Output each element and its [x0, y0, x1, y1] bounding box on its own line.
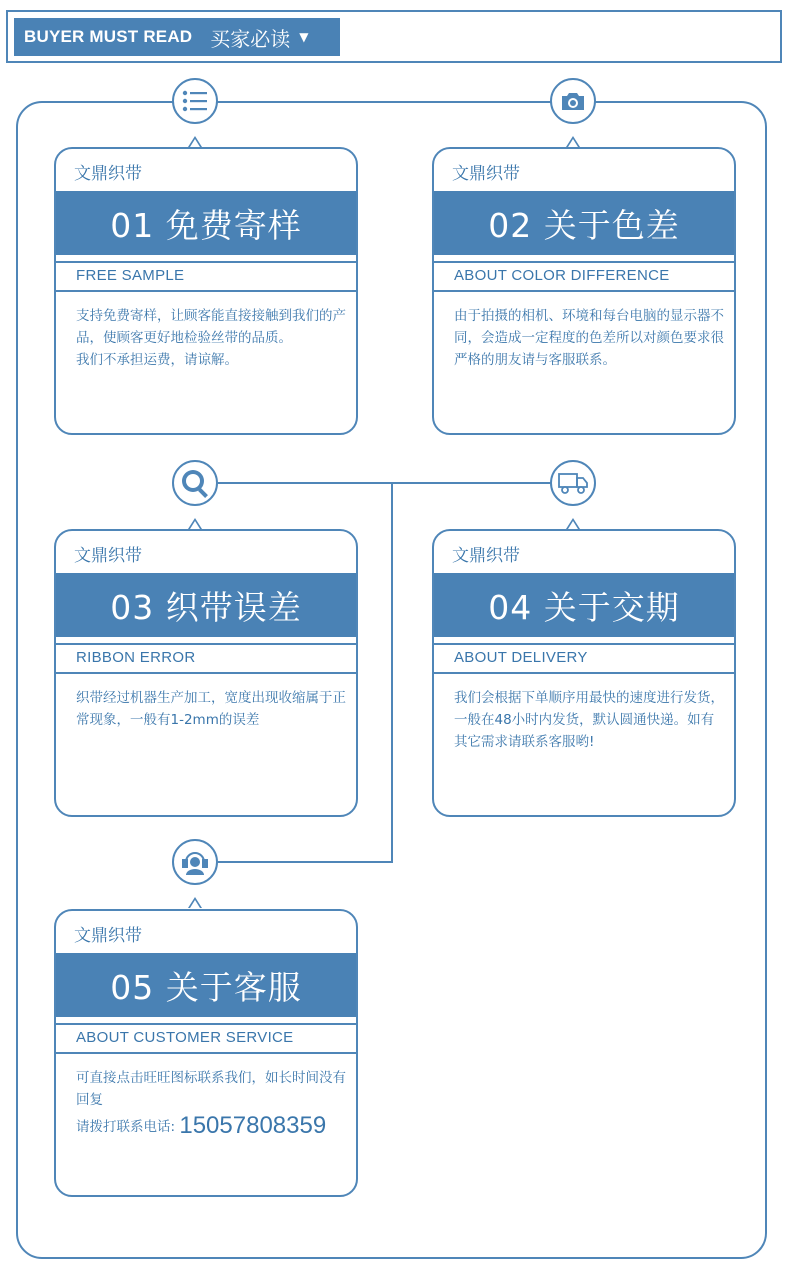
card-body [454, 687, 724, 753]
divider [56, 1052, 356, 1054]
divider [56, 643, 356, 645]
buyer-must-read-tab[interactable] [14, 18, 340, 56]
card-subtitle: ABOUT CUSTOMER SERVICE [76, 1029, 294, 1046]
caret-03 [188, 518, 202, 529]
card-body [76, 305, 346, 371]
phone-line [76, 1112, 346, 1139]
divider [56, 290, 356, 292]
divider [434, 672, 734, 674]
card-customer-service [54, 909, 358, 1197]
connector-h-top [218, 482, 551, 484]
card-body-text: 我们会根据下单顺序用最快的速度进行发货，一般在48小时内发货，默认圆通快递。如有其它需求请联系客服哟! [454, 690, 724, 750]
card-body-text: 支持免费寄样，让顾客能直接接触到我们的产品，使顾客更好地检验丝带的品质。 [76, 308, 346, 346]
card-subtitle: RIBBON ERROR [76, 649, 196, 666]
connector-v-mid [391, 482, 393, 863]
divider [56, 261, 356, 263]
card-brand: 文鼎织带 [74, 926, 142, 946]
card-subtitle: ABOUT DELIVERY [454, 649, 588, 666]
divider [56, 672, 356, 674]
card-title: 04 关于交期 [434, 573, 734, 637]
card-free-sample [54, 147, 358, 435]
card-body [454, 305, 724, 371]
card-brand: 文鼎织带 [452, 164, 520, 184]
divider [434, 290, 734, 292]
truck-icon [550, 460, 596, 506]
card-title: 01 免费寄样 [56, 191, 356, 255]
card-brand: 文鼎织带 [74, 164, 142, 184]
card-title: 03 织带误差 [56, 573, 356, 637]
card-body-text: 由于拍摄的相机、环境和每台电脑的显示器不同，会造成一定程度的色差所以对颜色要求很严格的朋友请与客服联系。 [454, 308, 724, 368]
dropdown-arrow-icon: ▼ [299, 30, 309, 44]
card-subtitle: ABOUT COLOR DIFFERENCE [454, 267, 670, 284]
card-brand: 文鼎织带 [74, 546, 142, 566]
card-title: 02 关于色差 [434, 191, 734, 255]
card-body [76, 687, 346, 731]
connector-h-bottom [218, 861, 393, 863]
header-title-cn: 买家必读 [210, 26, 291, 51]
camera-icon [550, 78, 596, 124]
card-body-text: 我们不承担运费，请谅解。 [76, 352, 238, 368]
card-brand: 文鼎织带 [452, 546, 520, 566]
divider [434, 643, 734, 645]
divider [56, 1023, 356, 1025]
search-icon [172, 460, 218, 506]
divider [434, 261, 734, 263]
card-ribbon-error [54, 529, 358, 817]
card-body [76, 1067, 346, 1138]
headset-icon [172, 839, 218, 885]
card-body-text: 可直接点击旺旺图标联系我们，如长时间没有回复 [76, 1070, 346, 1108]
card-color-difference [432, 147, 736, 435]
caret-05 [188, 897, 202, 908]
card-subtitle: FREE SAMPLE [76, 267, 185, 284]
card-delivery [432, 529, 736, 817]
phone-number[interactable]: 15057808359 [179, 1112, 327, 1139]
caret-04 [566, 518, 580, 529]
caret-01 [188, 136, 202, 147]
header-title-en: BUYER MUST READ [24, 27, 193, 46]
phone-label: 请拨打联系电话: [76, 1119, 176, 1135]
card-body-text: 织带经过机器生产加工，宽度出现收缩属于正常现象，一般有1-2mm的误差 [76, 690, 346, 728]
caret-02 [566, 136, 580, 147]
card-title: 05 关于客服 [56, 953, 356, 1017]
list-icon [172, 78, 218, 124]
